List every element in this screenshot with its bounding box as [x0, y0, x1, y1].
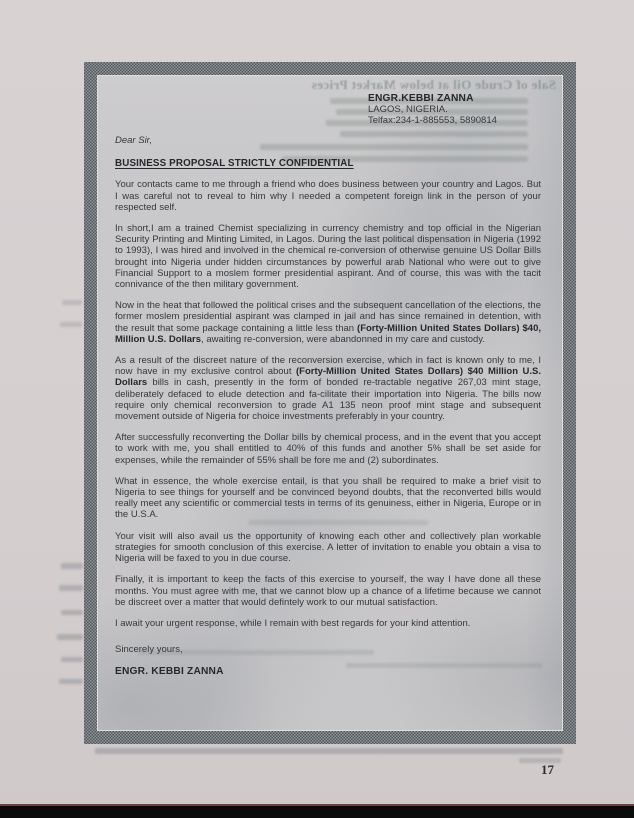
margin-smudge — [62, 300, 82, 305]
bleed-through-line — [519, 758, 561, 763]
signature-name: ENGR. KEBBI ZANNA — [115, 666, 224, 678]
letter-paragraph-3 — [115, 300, 541, 345]
margin-smudge — [61, 610, 83, 615]
sender-block — [368, 93, 541, 126]
sender-name: ENGR.KEBBI ZANNA — [368, 93, 474, 104]
margin-smudge — [61, 657, 83, 662]
salutation: Dear Sir, — [115, 135, 152, 146]
paragraph-text: I await your urgent response, while I remain with best regards for your kind attention. — [115, 617, 471, 629]
bleed-through-line — [95, 748, 563, 754]
paragraph-text: As a result of the discreet nature of the reconversion exercise, which in fact is known only to me, I now have in my exclusive control about — [115, 355, 541, 378]
letter-paragraph-9 — [115, 618, 541, 629]
letter-paragraph-5 — [115, 432, 541, 466]
paragraph-text: Your contacts came to me through a friend who does business between your country and Lagos. But I was careful not to reveal to him why I needed a competent foreign link in the person of your respected self. — [115, 179, 541, 213]
letter-paragraph-6 — [115, 476, 541, 521]
page-number: 17 — [541, 762, 554, 777]
bleed-through-heading: Sale of Crude Oil at below Market Prices — [311, 77, 556, 92]
letter-figure-frame — [84, 62, 576, 744]
closing-line: Sincerely yours, — [115, 644, 183, 656]
paragraph-text: In short,I am a trained Chemist specializing in currency chemistry and top official in the Nigerian Security Printing and Minting Limited, in Lagos. During the last political dispensation in Nigeria (1992 to 1993), I was hired and involved in the chemical re-conversion of otherwise genuine US Dollar Bills brought into Nigeria under hidden circumstances by powerful arab National who were out to give Financial Support to a moslem former presidential aspirant. And of course, this was with the tacit connivance of the then military government. — [115, 223, 541, 291]
paragraph-text: , awaiting re-conversion, were abandonned in my care and custody. — [201, 333, 485, 345]
letter-paragraph-1 — [115, 179, 541, 213]
letter-panel — [97, 75, 563, 731]
margin-smudge — [61, 563, 83, 569]
letter-paragraph-7 — [115, 531, 541, 565]
paragraph-text: Now in the heat that followed the political crises and the subsequent cancellation of the elections, the former moslem presidential aspirant was clamped in jail and has since remained in detention, with the result that some package containing a little less than — [115, 300, 541, 334]
scan-edge-bar — [0, 806, 634, 818]
paragraph-text: Finally, it is important to keep the facts of this exercise to yourself, the way I have done all these months. You must agree with me, that we cannot blow up a chance of a lifetime because we cannot be discreet over a matter that would defintely work to our mutual satisfaction. — [115, 574, 541, 608]
paragraph-text: Your visit will also avail us the opportunity of knowing each other and collectively plan workable strategies for smooth conclusion of this exercise. A letter of invitation to enable you obtain a visa to Nigeria will be faxed to you in due course. — [115, 530, 541, 565]
letter-paragraph-8 — [115, 574, 541, 608]
subject-line: BUSINESS PROPOSAL STRICTLY CONFIDENTIAL — [115, 158, 354, 170]
margin-smudge — [60, 322, 82, 327]
sender-city: LAGOS, NIGERIA. — [368, 104, 448, 115]
amount-highlight: (Forty-Million United States Dollars) $40, Million U.S. Dollars — [115, 322, 542, 345]
margin-smudge — [57, 634, 83, 640]
paragraph-text: After successfully reconverting the Dollar bills by chemical process, and in the event that you accept to work with me, you shall entitled to 40% of this funds and another 5% shall be set aside for expenses, while the remainder of 55% shall be fore me and (2) subordinates. — [115, 432, 541, 466]
letter-paragraph-4 — [115, 355, 541, 422]
letter-paragraph-2 — [115, 223, 541, 290]
margin-smudge — [59, 585, 83, 591]
paragraph-text: bills in cash, presently in the form of bonded re-tractable negative 267,03 mint stage, deliberately defaced to elude detection and fa-cilitate their importation into Nigeria. The bills now require only chemical reconversion to grade A1 135 neon proof mint stage and subsequent movement outside of Nigeria for choice investments preferably in your country. — [115, 377, 541, 423]
margin-smudge — [59, 679, 83, 684]
amount-highlight: (Forty-Million United States Dollars) $40 Million U.S. Dollars — [115, 366, 542, 389]
paragraph-text: What in essence, the whole exercise entail, is that you shall be required to make a brief visit to Nigeria to see things for yourself and be convinced beyond doubts, that the reconverted bills would really meet any scientific or commercial tests in terms of its genuiness, either in Nigeria, Europe or in the U.S.A. — [115, 475, 541, 521]
sender-telfax: Telfax:234-1-885553, 5890814 — [368, 115, 497, 126]
letter-body — [98, 76, 562, 730]
